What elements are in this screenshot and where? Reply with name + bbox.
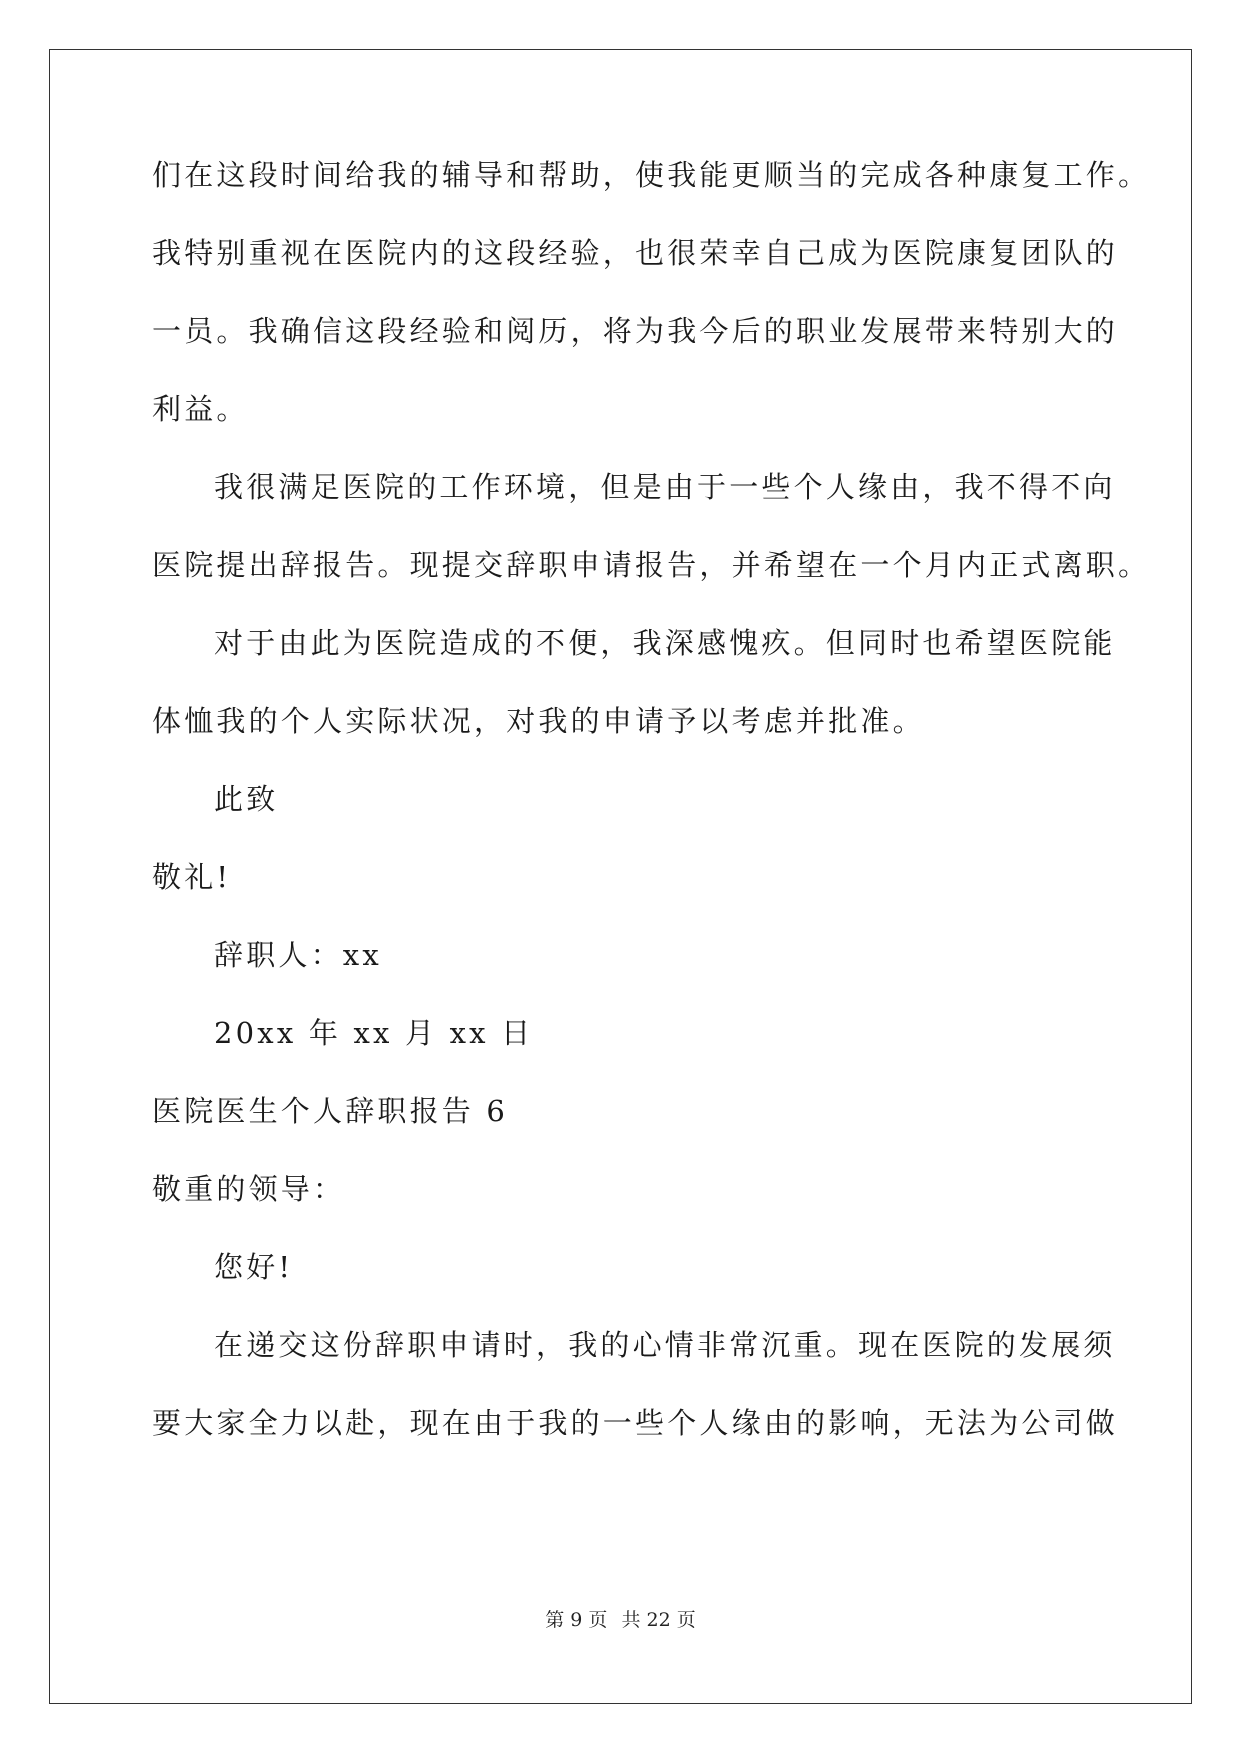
body-line-2: 我特别重视在医院内的这段经验，也很荣幸自己成为医院康复团队的 bbox=[152, 236, 1119, 270]
page-total: 共 22 页 bbox=[621, 1609, 696, 1631]
page-number: 第 9 页 bbox=[545, 1609, 608, 1631]
body-line-3: 一员。我确信这段经验和阅历，将为我今后的职业发展带来特别大的 bbox=[152, 314, 1119, 348]
closing-regards: 敬礼! bbox=[152, 860, 232, 894]
letter-hello: 您好! bbox=[214, 1250, 294, 1284]
body-line-1: 们在这段时间给我的辅导和帮助，使我能更顺当的完成各种康复工作。 bbox=[152, 158, 1151, 192]
body-line-9: 在递交这份辞职申请时，我的心情非常沉重。现在医院的发展须 bbox=[214, 1328, 1116, 1362]
body-line-6: 医院提出辞报告。现提交辞职申请报告，并希望在一个月内正式离职。 bbox=[152, 548, 1151, 582]
signature-name: 辞职人：xx bbox=[214, 938, 382, 972]
section-heading: 医院医生个人辞职报告 6 bbox=[152, 1094, 509, 1128]
signature-date: 20xx 年 xx 月 xx 日 bbox=[214, 1016, 534, 1050]
body-line-7: 对于由此为医院造成的不便，我深感愧疚。但同时也希望医院能 bbox=[214, 626, 1116, 660]
body-line-8: 体恤我的个人实际状况，对我的申请予以考虑并批准。 bbox=[152, 704, 925, 738]
letter-greeting: 敬重的领导： bbox=[152, 1172, 346, 1206]
page-footer bbox=[0, 1608, 1241, 1632]
closing-salutation: 此致 bbox=[214, 782, 279, 816]
body-line-5: 我很满足医院的工作环境，但是由于一些个人缘由，我不得不向 bbox=[214, 470, 1116, 504]
body-line-10: 要大家全力以赴，现在由于我的一些个人缘由的影响，无法为公司做 bbox=[152, 1406, 1119, 1440]
body-line-4: 利益。 bbox=[152, 392, 249, 426]
